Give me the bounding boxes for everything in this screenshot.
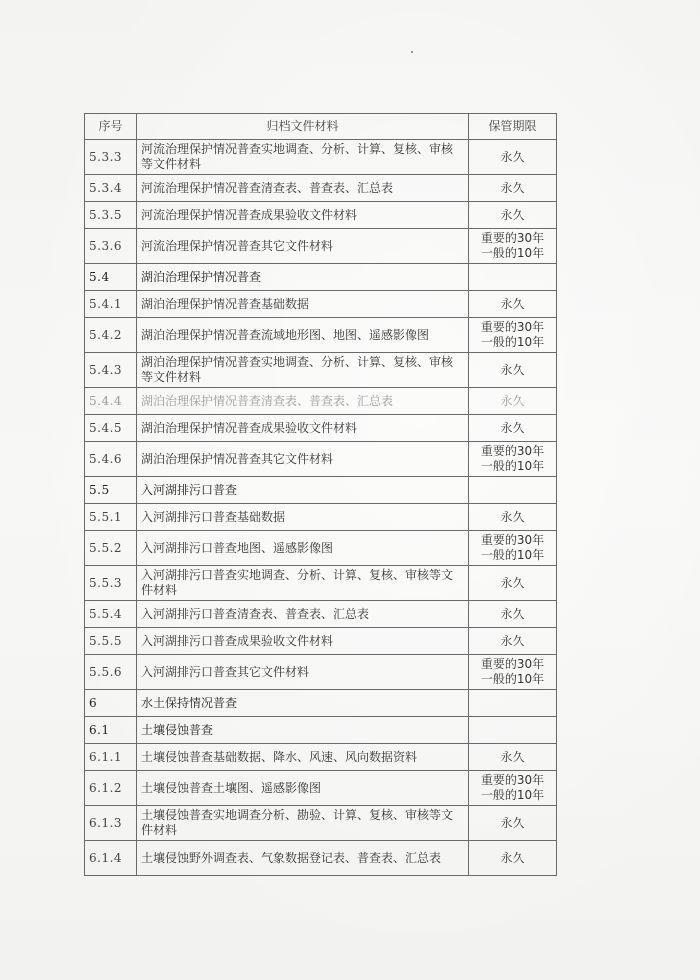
row-retention-period: 永久 <box>469 744 557 771</box>
row-serial-number: 5.5.2 <box>85 531 137 566</box>
row-archive-material: 入河湖排污口普查地图、遥感影像图 <box>137 531 469 566</box>
header-serial-number: 序号 <box>85 114 137 140</box>
row-retention-period: 重要的30年 一般的10年 <box>469 771 557 806</box>
row-retention-period: 重要的30年 一般的10年 <box>469 229 557 264</box>
row-archive-material: 土壤侵蚀普查 <box>137 717 469 744</box>
row-serial-number: 5.4.3 <box>85 353 137 388</box>
row-serial-number: 5.3.6 <box>85 229 137 264</box>
scan-speck <box>411 51 413 53</box>
row-retention-period: 重要的30年 一般的10年 <box>469 318 557 353</box>
row-archive-material: 土壤侵蚀野外调查表、气象数据登记表、普查表、汇总表 <box>137 841 469 876</box>
table-header-row <box>85 114 557 140</box>
table-section-row <box>85 717 557 744</box>
row-archive-material: 湖泊治理保护情况普查流域地形图、地图、遥感影像图 <box>137 318 469 353</box>
row-retention-period <box>469 690 557 717</box>
row-retention-period <box>469 264 557 291</box>
row-serial-number: 6.1.4 <box>85 841 137 876</box>
table-row <box>85 415 557 442</box>
row-retention-period: 永久 <box>469 415 557 442</box>
row-retention-period: 重要的30年 一般的10年 <box>469 655 557 690</box>
table-row <box>85 318 557 353</box>
row-retention-period <box>469 717 557 744</box>
row-serial-number: 5.5.1 <box>85 504 137 531</box>
row-retention-period: 永久 <box>469 175 557 202</box>
row-archive-material: 河流治理保护情况普查实地调查、分析、计算、复核、审核等文件材料 <box>137 140 469 175</box>
row-retention-period: 重要的30年 一般的10年 <box>469 442 557 477</box>
row-serial-number: 5.4.6 <box>85 442 137 477</box>
table-row <box>85 841 557 876</box>
table-row <box>85 202 557 229</box>
table-row <box>85 744 557 771</box>
table-body <box>85 140 557 876</box>
row-serial-number: 6.1.1 <box>85 744 137 771</box>
row-serial-number: 6.1 <box>85 717 137 744</box>
row-serial-number: 5.3.5 <box>85 202 137 229</box>
row-serial-number: 5.4.1 <box>85 291 137 318</box>
row-retention-period: 永久 <box>469 841 557 876</box>
row-retention-period: 永久 <box>469 566 557 601</box>
row-retention-period: 永久 <box>469 504 557 531</box>
row-retention-period: 永久 <box>469 202 557 229</box>
row-serial-number: 5.4.5 <box>85 415 137 442</box>
row-serial-number: 6.1.2 <box>85 771 137 806</box>
row-archive-material: 土壤侵蚀普查基础数据、降水、风速、风向数据资料 <box>137 744 469 771</box>
table-section-row <box>85 264 557 291</box>
row-archive-material: 入河湖排污口普查 <box>137 477 469 504</box>
table-row <box>85 806 557 841</box>
row-archive-material: 湖泊治理保护情况普查基础数据 <box>137 291 469 318</box>
row-archive-material: 水土保持情况普查 <box>137 690 469 717</box>
table-row <box>85 140 557 175</box>
row-archive-material: 土壤侵蚀普查土壤图、遥感影像图 <box>137 771 469 806</box>
row-archive-material: 河流治理保护情况普查成果验收文件材料 <box>137 202 469 229</box>
row-retention-period: 永久 <box>469 353 557 388</box>
row-archive-material: 入河湖排污口普查清查表、普查表、汇总表 <box>137 601 469 628</box>
table-row <box>85 175 557 202</box>
row-archive-material: 河流治理保护情况普查清查表、普查表、汇总表 <box>137 175 469 202</box>
table-row <box>85 442 557 477</box>
table-row <box>85 388 557 415</box>
row-retention-period: 永久 <box>469 806 557 841</box>
table-section-row <box>85 690 557 717</box>
row-archive-material: 入河湖排污口普查基础数据 <box>137 504 469 531</box>
row-retention-period: 永久 <box>469 628 557 655</box>
row-archive-material: 湖泊治理保护情况普查 <box>137 264 469 291</box>
row-archive-material: 湖泊治理保护情况普查清查表、普查表、汇总表 <box>137 388 469 415</box>
row-serial-number: 5.5.4 <box>85 601 137 628</box>
row-archive-material: 土壤侵蚀普查实地调查分析、勘验、计算、复核、审核等文件材料 <box>137 806 469 841</box>
row-serial-number: 5.5 <box>85 477 137 504</box>
row-archive-material: 入河湖排污口普查其它文件材料 <box>137 655 469 690</box>
header-archive-material: 归档文件材料 <box>137 114 469 140</box>
row-archive-material: 入河湖排污口普查成果验收文件材料 <box>137 628 469 655</box>
row-serial-number: 5.4.4 <box>85 388 137 415</box>
row-serial-number: 5.5.6 <box>85 655 137 690</box>
row-archive-material: 湖泊治理保护情况普查成果验收文件材料 <box>137 415 469 442</box>
table-row <box>85 504 557 531</box>
table-row <box>85 229 557 264</box>
row-retention-period: 永久 <box>469 140 557 175</box>
row-serial-number: 5.5.5 <box>85 628 137 655</box>
row-retention-period: 永久 <box>469 291 557 318</box>
row-archive-material: 湖泊治理保护情况普查实地调查、分析、计算、复核、审核等文件材料 <box>137 353 469 388</box>
row-archive-material: 湖泊治理保护情况普查其它文件材料 <box>137 442 469 477</box>
table-row <box>85 771 557 806</box>
table-row <box>85 531 557 566</box>
row-archive-material: 河流治理保护情况普查其它文件材料 <box>137 229 469 264</box>
table-row <box>85 655 557 690</box>
row-retention-period: 永久 <box>469 388 557 415</box>
row-serial-number: 5.3.4 <box>85 175 137 202</box>
row-retention-period <box>469 477 557 504</box>
header-retention-period: 保管期限 <box>469 114 557 140</box>
row-serial-number: 6.1.3 <box>85 806 137 841</box>
row-serial-number: 5.4 <box>85 264 137 291</box>
table-row <box>85 566 557 601</box>
table-row <box>85 291 557 318</box>
table-row <box>85 601 557 628</box>
row-serial-number: 5.5.3 <box>85 566 137 601</box>
row-retention-period: 重要的30年 一般的10年 <box>469 531 557 566</box>
row-serial-number: 5.4.2 <box>85 318 137 353</box>
archive-retention-table <box>84 113 557 876</box>
row-serial-number: 5.3.3 <box>85 140 137 175</box>
row-retention-period: 永久 <box>469 601 557 628</box>
table-row <box>85 628 557 655</box>
table-section-row <box>85 477 557 504</box>
row-archive-material: 入河湖排污口普查实地调查、分析、计算、复核、审核等文件材料 <box>137 566 469 601</box>
table-row <box>85 353 557 388</box>
row-serial-number: 6 <box>85 690 137 717</box>
